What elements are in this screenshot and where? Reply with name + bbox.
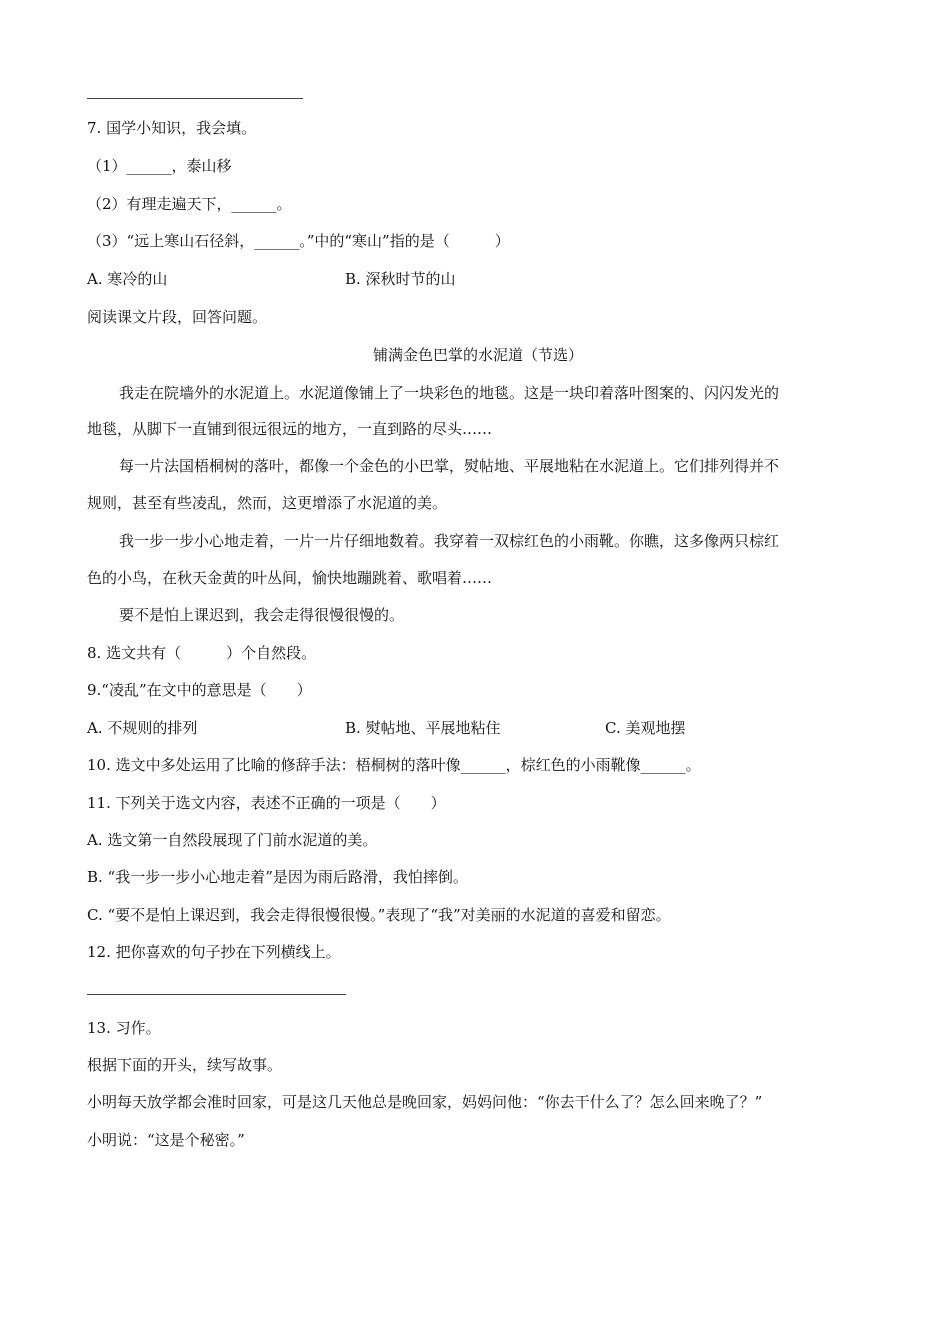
question-9-option-a: A. 不规则的排列 xyxy=(87,719,198,737)
answer-line-q12 xyxy=(87,994,346,995)
question-11-option-b: B. “我一步一步小心地走着”是因为雨后路滑，我怕摔倒。 xyxy=(87,868,468,886)
passage-para-3-line-2: 色的小鸟，在秋天金黄的叶丛间，愉快地蹦跳着、歌唱着…… xyxy=(87,569,493,587)
question-7-part-2: （2）有理走遍天下，______。 xyxy=(87,195,292,213)
question-11-option-c: C. “要不是怕上课迟到，我会走得很慢很慢。”表现了“我”对美丽的水泥道的喜爱和留恋。 xyxy=(87,906,671,924)
question-11-option-a: A. 选文第一自然段展现了门前水泥道的美。 xyxy=(87,831,378,849)
passage-para-1-line-2: 地毯，从脚下一直铺到很远很远的地方，一直到路的尽头…… xyxy=(87,420,493,438)
question-13-instruction: 根据下面的开头，续写故事。 xyxy=(87,1056,283,1074)
question-7-title: 7. 国学小知识，我会填。 xyxy=(87,119,257,137)
passage-para-3-line-1: 我一步一步小心地走着，一片一片仔细地数着。我穿着一双棕红色的小雨靴。你瞧，这多像两只棕红 xyxy=(119,532,780,550)
answer-line-top xyxy=(87,98,303,99)
question-10: 10. 选文中多处运用了比喻的修辞手法：梧桐树的落叶像______，棕红色的小雨靴像______。 xyxy=(87,756,701,774)
question-12: 12. 把你喜欢的句子抄在下列横线上。 xyxy=(87,943,341,961)
question-7-part-1: （1）______，泰山移 xyxy=(87,157,232,175)
question-8: 8. 选文共有（ ）个自然段。 xyxy=(87,644,317,662)
story-opening-line-1: 小明每天放学都会准时回家，可是这几天他总是晚回家，妈妈问他：“你去干什么了？怎么回来晚了？” xyxy=(87,1093,763,1111)
passage-para-2-line-2: 规则，甚至有些凌乱，然而，这更增添了水泥道的美。 xyxy=(87,494,448,512)
story-opening-line-2: 小明说：“这是个秘密。” xyxy=(87,1131,245,1149)
reading-intro: 阅读课文片段，回答问题。 xyxy=(87,308,268,326)
question-7-option-a: A. 寒冷的山 xyxy=(87,270,168,288)
passage-title: 铺满金色巴掌的水泥道（节选） xyxy=(373,346,584,364)
question-7-option-b: B. 深秋时节的山 xyxy=(345,270,456,288)
question-9-option-c: C. 美观地摆 xyxy=(605,719,686,737)
passage-para-1-line-1: 我走在院墙外的水泥道上。水泥道像铺上了一块彩色的地毯。这是一块印着落叶图案的、闪闪发光的 xyxy=(119,384,780,402)
question-13-title: 13. 习作。 xyxy=(87,1019,161,1037)
question-7-part-3: （3）“远上寒山石径斜，______。”中的“寒山”指的是（ ） xyxy=(87,232,510,250)
question-9-option-b: B. 熨帖地、平展地粘住 xyxy=(345,719,501,737)
question-9: 9.“凌乱”在文中的意思是（ ） xyxy=(87,681,312,699)
passage-para-4: 要不是怕上课迟到，我会走得很慢很慢的。 xyxy=(119,606,405,624)
passage-para-2-line-1: 每一片法国梧桐树的落叶，都像一个金色的小巴掌，熨帖地、平展地粘在水泥道上。它们排列得并不 xyxy=(119,457,780,475)
question-11: 11. 下列关于选文内容，表述不正确的一项是（ ） xyxy=(87,794,446,812)
